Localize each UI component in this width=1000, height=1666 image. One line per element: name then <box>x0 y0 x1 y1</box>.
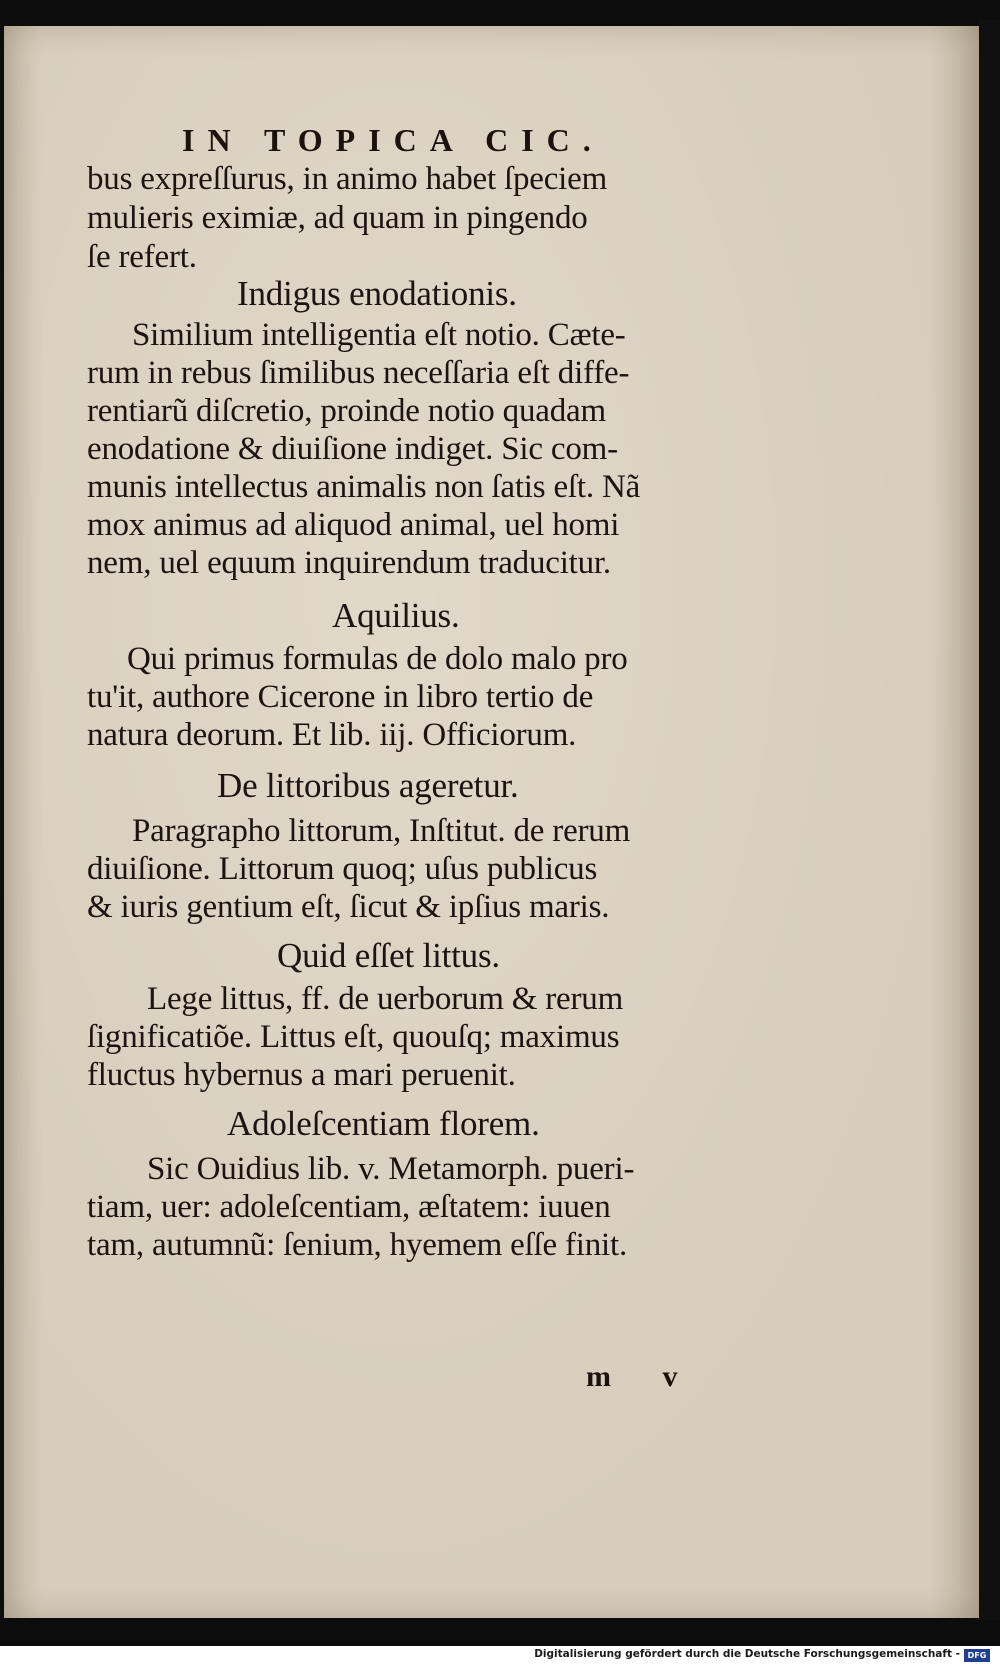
text-line: diuiſione. Littorum quoq; uſus publicus <box>87 851 598 887</box>
text-line: ſe refert. <box>87 239 197 275</box>
binding-edge <box>979 20 1000 1620</box>
section-heading: Aquilius. <box>332 596 460 635</box>
footer-bar <box>0 1646 1000 1666</box>
text-line: Qui primus formulas de dolo malo pro <box>127 641 628 677</box>
section-heading: Adoleſcentiam florem. <box>227 1104 540 1143</box>
text-line: Similium intelligentia eſt notio. Cæte- <box>132 317 626 353</box>
text-line: rentiarũ diſcretio, proinde notio quadam <box>87 393 606 429</box>
section-heading: De littoribus ageretur. <box>217 766 519 805</box>
text-line: ſignificatiõe. Littus eſt, quouſq; maximus <box>87 1019 620 1055</box>
text-line: tiam, uer: adoleſcentiam, æſtatem: iuuen <box>87 1189 611 1225</box>
text-line: natura deorum. Et lib. iij. Officiorum. <box>87 717 577 753</box>
running-head: IN TOPICA CIC. <box>182 122 604 158</box>
text-line: munis intellectus animalis non ſatis eſt. Nã <box>87 469 641 505</box>
text-line: Sic Ouidius lib. v. Metamorph. pueri- <box>147 1151 635 1187</box>
funding-note: Digitalisierung gefördert durch die Deutsche Forschungsgemeinschaft - <box>534 1648 960 1660</box>
text-line: & iuris gentium eſt, ſicut & ipſius maris. <box>87 889 610 925</box>
text-line: rum in rebus ſimilibus neceſſaria eſt diffe- <box>87 355 630 391</box>
text-line: Lege littus, ff. de uerborum & rerum <box>147 981 624 1017</box>
book-page <box>4 26 979 1618</box>
text-line: mox animus ad aliquod animal, uel homi <box>87 507 620 543</box>
text-line: tu'it, authore Cicerone in libro tertio de <box>87 679 594 715</box>
text-line: fluctus hybernus a mari peruenit. <box>87 1057 516 1093</box>
text-line: nem, uel equum inquirendum traducitur. <box>87 545 611 581</box>
text-line: Paragrapho littorum, Inſtitut. de rerum <box>132 813 631 849</box>
section-heading: Indigus enodationis. <box>237 274 517 313</box>
text-line: enodatione & diuiſione indiget. Sic com- <box>87 431 618 467</box>
signature-mark: m v <box>586 1360 700 1393</box>
text-line: bus expreſſurus, in animo habet ſpeciem <box>87 161 608 197</box>
text-line: tam, autumnũ: ſenium, hyemem eſſe finit. <box>87 1227 628 1263</box>
section-heading: Quid eſſet littus. <box>277 936 500 975</box>
text-line: mulieris eximiæ, ad quam in pingendo <box>87 200 588 236</box>
dfg-logo-icon: DFG <box>964 1649 990 1662</box>
